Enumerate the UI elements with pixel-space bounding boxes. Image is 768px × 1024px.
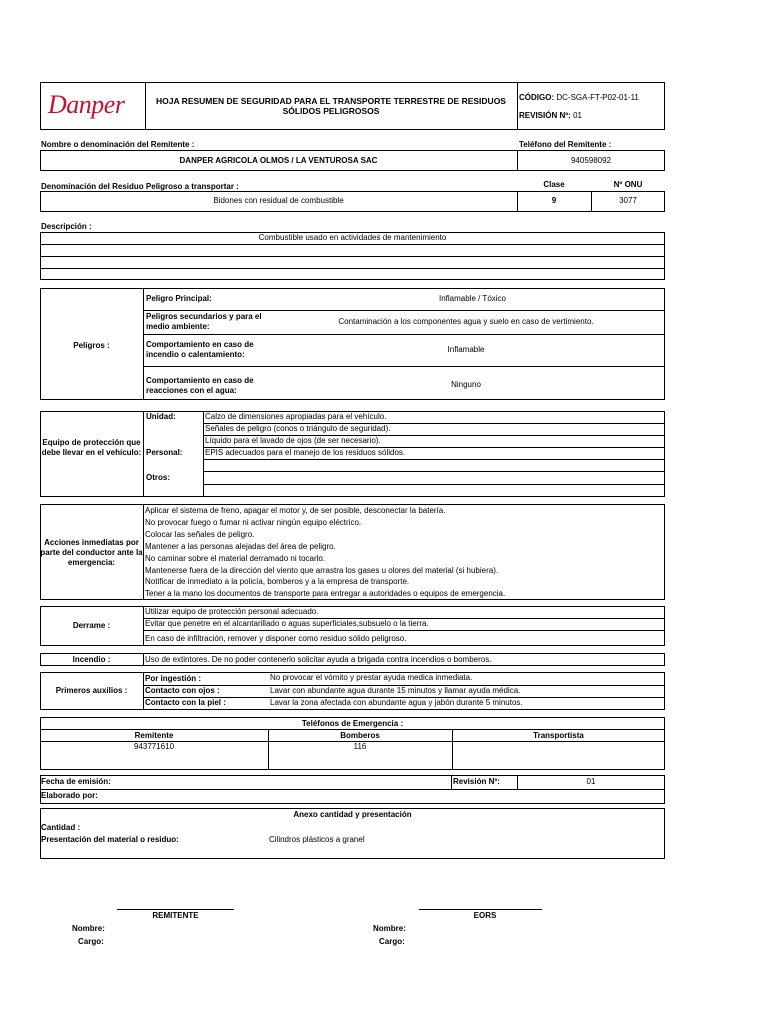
peligros-secundarios-label: Peligros secundarios y para el medio ambiente: (146, 312, 262, 331)
firma-eors-title: EORS (473, 911, 497, 920)
auxilio-piel-label: Contacto con la piel : (145, 698, 226, 707)
presentacion-value: Cilindros plásticos a granel (269, 835, 365, 844)
remitente-signature-line (117, 909, 234, 910)
derrame-label: Derrame : (72, 621, 111, 630)
firma-eors-nombre: Nombre: (373, 924, 406, 933)
auxilio-ojos-value: Lavar con abundante agua durante 15 minutos y llamar ayuda médica. (270, 686, 521, 695)
accion-line: Aplicar el sistema de freno, apagar el motor y, de ser posible, desconectar la batería. (145, 506, 446, 515)
derrame-line: En caso de infiltración, remover y disponer como residuo sólido peligroso. (145, 634, 407, 643)
equipo-line: Líquido para el lavado de ojos (de ser necesario). (205, 436, 381, 445)
emergencia-col-remitente: Remitente (134, 731, 174, 740)
accion-line: Colocar las señales de peligro. (145, 530, 255, 539)
accion-line: Tener a la mano los documentos de transporte para entregar a autoridades o equipos de emergencia. (145, 589, 506, 598)
company-logo: Danper (48, 90, 125, 119)
peligro-principal-value: Inflamable / Tóxico (439, 294, 506, 303)
incendio-label: Incendio : (72, 655, 111, 664)
remitente-phone-label: Teléfono del Remitente : (519, 140, 612, 149)
equipo-otros-label: Otros: (146, 473, 170, 482)
footer-revision-label: Revisión Nº: (453, 777, 500, 786)
onu-label: Nº ONU (613, 180, 643, 189)
descripcion-label: Descripción : (41, 222, 92, 231)
anexo-title: Anexo cantidad y presentación (293, 810, 412, 819)
codigo-field (519, 93, 639, 103)
auxilio-ojos-label: Contacto con ojos : (145, 686, 220, 695)
equipo-line: Señales de peligro (conos o triángulo de seguridad). (205, 424, 391, 433)
codigo-value: DC-SGA-FT-P02-01-11 (556, 93, 639, 102)
equipo-unidad-label: Unidad: (146, 412, 176, 421)
equipo-label: Equipo de protección que debe llevar en el vehículo: (41, 438, 142, 457)
revision-label: REVISIÓN Nº: (519, 111, 571, 120)
document-title: HOJA RESUMEN DE SEGURIDAD PARA EL TRANSPORTE TERRESTRE DE RESIDUOS SÓLIDOS PELIGROSOS (156, 96, 506, 116)
peligros-secundarios-value: Contaminación a los componentes agua y suelo en caso de vertimiento. (338, 317, 594, 326)
clase-label: Clase (543, 180, 565, 189)
emergencia-col-bomberos: Bomberos (340, 731, 380, 740)
revision-value: 01 (573, 111, 582, 120)
equipo-personal-label: Personal: (146, 448, 183, 457)
primeros-auxilios-label: Primeros auxilios : (55, 686, 128, 695)
firma-eors-cargo: Cargo: (379, 937, 405, 946)
peligro-principal-label: Peligro Principal: (146, 294, 212, 303)
equipo-line: Calzo de dimensiones apropiadas para el vehículo. (205, 412, 387, 421)
peligros-label: Peligros : (73, 341, 110, 350)
emergencia-remitente-value: 943771610 (133, 742, 175, 751)
firma-remitente-nombre: Nombre: (72, 924, 105, 933)
incendio-value: Uso de extintores. De no poder contenerlo solicitar ayuda a brigada contra incendios o bomberos. (145, 655, 492, 664)
accion-line: No caminar sobre el material derramado ni tocarlo. (145, 554, 326, 563)
accion-line: Notificar de inmediato a la policía, bomberos y a la empresa de transporte. (145, 577, 410, 586)
accion-line: Mantener a las personas alejadas del área de peligro. (145, 542, 336, 551)
comportamiento-agua-label: Comportamiento en caso de reacciones con el agua: (146, 376, 254, 395)
accion-line: No provocar fuego o fumar ni activar ningún equipo eléctrico. (145, 518, 362, 527)
equipo-line: EPIS adecuados para el manejo de los residuos sólidos. (205, 448, 406, 457)
firma-remitente-cargo: Cargo: (78, 937, 104, 946)
auxilio-ingestion-label: Por ingestión : (145, 674, 201, 683)
remitente-name-label: Nombre o denominación del Remitente : (41, 140, 195, 149)
presentacion-label: Presentación del material o residuo: (41, 835, 179, 844)
accion-line: Mantenerse fuera de la dirección del viento que arrastra los gases u olores del material (si hubiera). (145, 566, 499, 575)
residuo-value: Bidones con residual de combustible (213, 196, 344, 205)
derrame-line: Utilizar equipo de protección personal adecuado. (145, 607, 319, 616)
codigo-label: CÓDIGO: (519, 93, 555, 102)
acciones-label: Acciones inmediatas por parte del conductor ante la emergencia: (40, 538, 143, 567)
remitente-name-value: DANPER AGRICOLA OLMOS / LA VENTUROSA SAC (179, 156, 378, 165)
descripcion-value: Combustible usado en actividades de mantenimiento (258, 233, 447, 242)
remitente-phone-value: 940598092 (570, 156, 612, 165)
derrame-line: Evitar que penetre en el alcantarillado o aguas superficiales,subsuelo o la tierra. (145, 619, 429, 628)
clase-value: 9 (551, 196, 557, 205)
comportamiento-agua-value: Ninguno (451, 380, 481, 389)
onu-value: 3077 (619, 196, 637, 205)
emergencia-col-transportista: Transportista (533, 731, 584, 740)
residuo-label: Denominación del Residuo Peligroso a transportar : (41, 182, 239, 191)
emergencia-bomberos-value: 116 (353, 742, 367, 751)
auxilio-ingestion-value: No provocar el vómito y prestar ayuda medica inmediata. (270, 673, 473, 682)
emergencia-title: Teléfonos de Emergencia : (301, 719, 404, 728)
revision-field (519, 111, 582, 121)
eors-signature-line (419, 909, 542, 910)
firma-remitente-title: REMITENTE (152, 911, 199, 920)
footer-revision-value: 01 (586, 777, 596, 786)
auxilio-piel-value: Lavar la zona afectada con abundante agua y jabón durante 5 minutos. (270, 698, 523, 707)
fecha-emision-label: Fecha de emisión: (41, 777, 111, 786)
comportamiento-incendio-value: Inflamable (447, 345, 485, 354)
cantidad-label: Cantidad : (41, 823, 81, 832)
comportamiento-incendio-label: Comportamiento en caso de incendio o calentamiento: (146, 340, 254, 359)
elaborado-label: Elaborado por: (41, 791, 98, 800)
